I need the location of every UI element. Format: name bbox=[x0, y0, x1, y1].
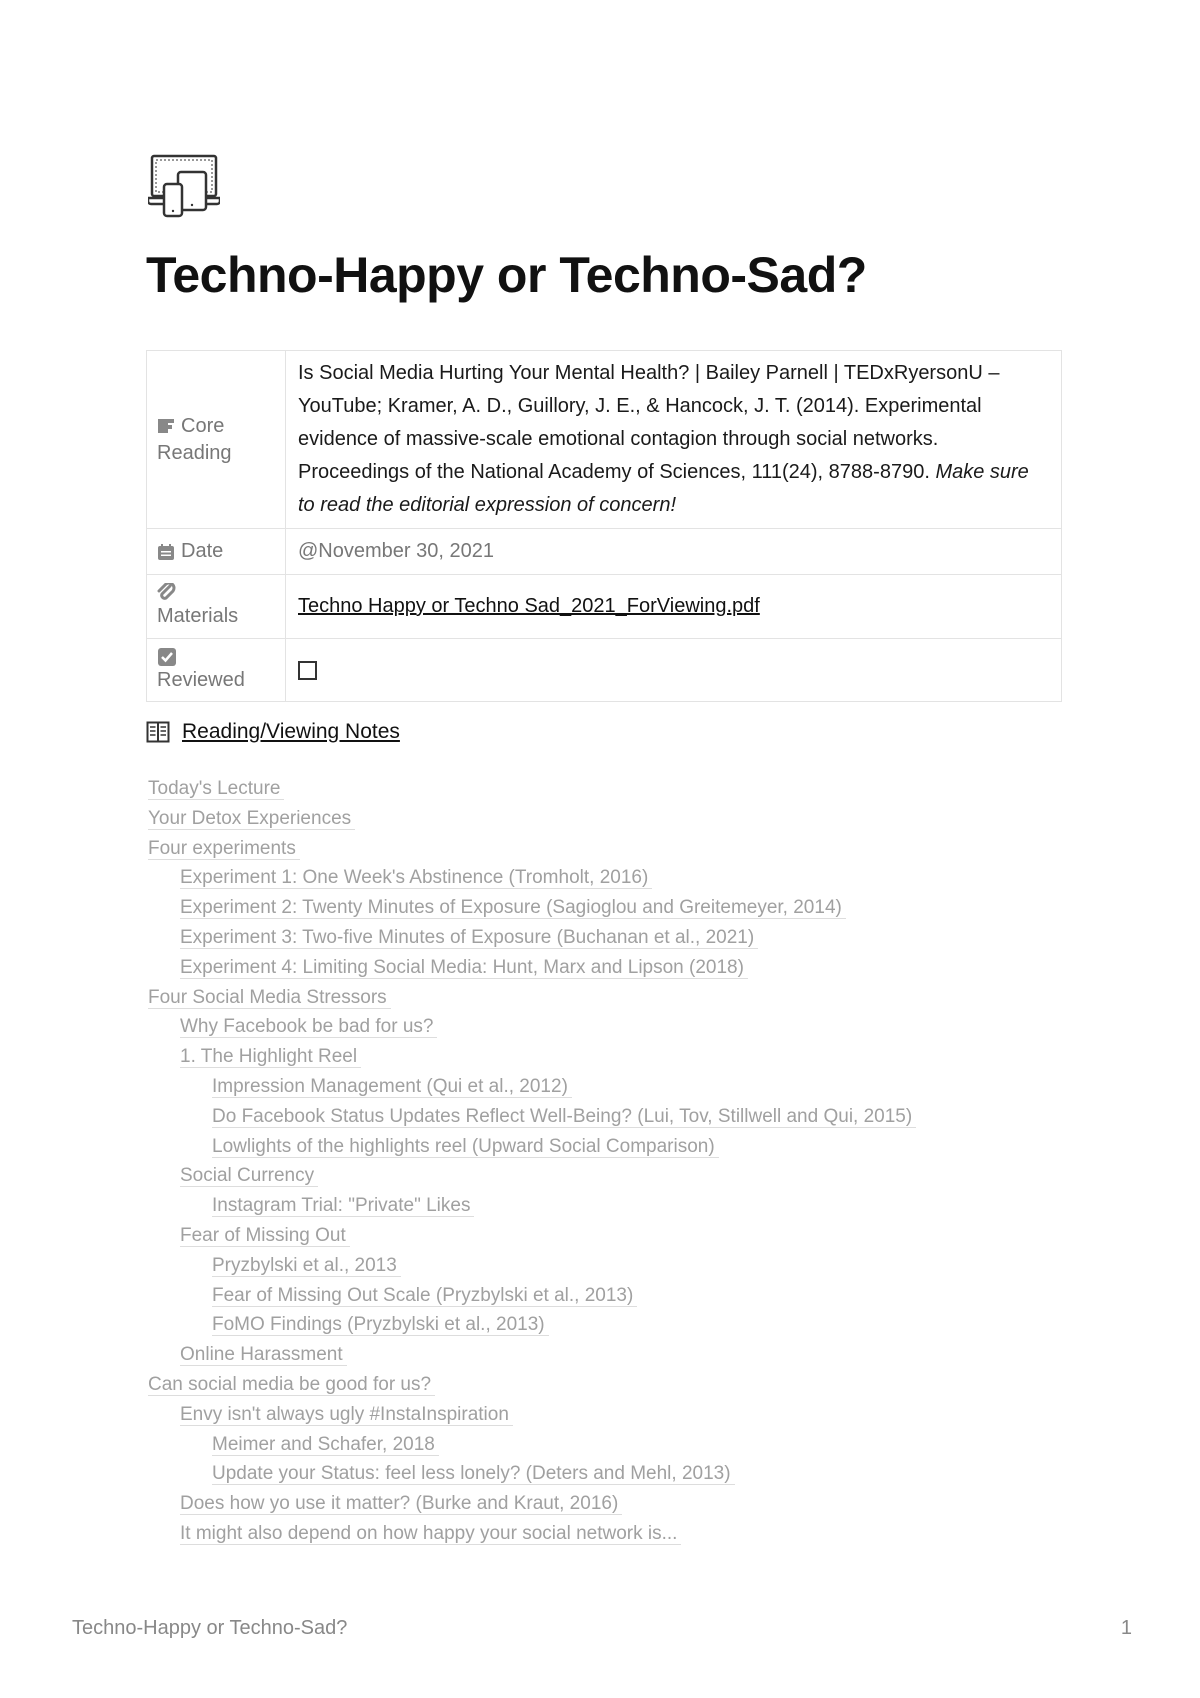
toc-item[interactable]: Envy isn't always ugly #InstaInspiration bbox=[148, 1402, 916, 1432]
property-row-materials bbox=[147, 575, 1062, 639]
toc-item[interactable]: Lowlights of the highlights reel (Upward Social Comparison) bbox=[148, 1134, 916, 1164]
page-title: Techno-Happy or Techno-Sad? bbox=[146, 247, 867, 303]
toc-item[interactable]: Experiment 4: Limiting Social Media: Hunt, Marx and Lipson (2018) bbox=[148, 955, 916, 985]
devices-icon bbox=[148, 154, 220, 218]
property-value-materials bbox=[286, 575, 1062, 639]
toc-item[interactable]: Why Facebook be bad for us? bbox=[148, 1014, 916, 1044]
toc-item[interactable]: 1. The Highlight Reel bbox=[148, 1044, 916, 1074]
reading-notes-link[interactable] bbox=[146, 720, 400, 744]
toc-item[interactable]: Update your Status: feel less lonely? (Deters and Mehl, 2013) bbox=[148, 1461, 916, 1491]
table-of-contents bbox=[148, 776, 916, 1551]
toc-item[interactable]: Pryzbylski et al., 2013 bbox=[148, 1253, 916, 1283]
toc-item[interactable]: Impression Management (Qui et al., 2012) bbox=[148, 1074, 916, 1104]
footer-title: Techno-Happy or Techno-Sad? bbox=[72, 1617, 348, 1639]
text-icon bbox=[157, 417, 175, 435]
property-row-date bbox=[147, 529, 1062, 575]
property-key-core-reading bbox=[147, 351, 286, 529]
toc-item[interactable]: Social Currency bbox=[148, 1163, 916, 1193]
materials-file-link[interactable]: Techno Happy or Techno Sad_2021_ForViewing.pdf bbox=[298, 595, 760, 617]
book-icon bbox=[146, 721, 170, 743]
toc-item[interactable]: Experiment 3: Two-five Minutes of Exposure (Buchanan et al., 2021) bbox=[148, 925, 916, 955]
toc-item[interactable]: Does how yo use it matter? (Burke and Kraut, 2016) bbox=[148, 1491, 916, 1521]
reviewed-checkbox[interactable] bbox=[298, 661, 317, 680]
toc-item[interactable]: Do Facebook Status Updates Reflect Well-Being? (Lui, Tov, Stillwell and Qui, 2015) bbox=[148, 1104, 916, 1134]
paperclip-icon bbox=[157, 583, 177, 603]
toc-item[interactable]: Meimer and Schafer, 2018 bbox=[148, 1432, 916, 1462]
property-row-core-reading bbox=[147, 351, 1062, 529]
calendar-icon bbox=[157, 543, 175, 561]
property-label: Date bbox=[181, 540, 224, 562]
toc-item[interactable]: Experiment 2: Twenty Minutes of Exposure (Sagioglou and Greitemeyer, 2014) bbox=[148, 895, 916, 925]
toc-item[interactable]: Instagram Trial: "Private" Likes bbox=[148, 1193, 916, 1223]
toc-item[interactable]: FoMO Findings (Pryzbylski et al., 2013) bbox=[148, 1312, 916, 1342]
property-label: Materials bbox=[157, 605, 239, 627]
core-reading-emphasis: Make sure to read the editorial expression of concern! bbox=[298, 461, 1029, 516]
date-value: @November 30, 2021 bbox=[298, 540, 494, 562]
toc-item[interactable]: Online Harassment bbox=[148, 1342, 916, 1372]
toc-item[interactable]: Fear of Missing Out bbox=[148, 1223, 916, 1253]
toc-item[interactable]: Four experiments bbox=[148, 836, 916, 866]
toc-item[interactable]: Fear of Missing Out Scale (Pryzbylski et al., 2013) bbox=[148, 1283, 916, 1313]
core-reading-text: Is Social Media Hurting Your Mental Health? | Bailey Parnell | TEDxRyersonU – YouTube; Kramer, A. D., Guillory, J. E., & Hancock, J. T. (2014). Experimental evidence of massive-scale emotional contagion through social networks. Proceedings of the National Academy of Sciences, 111(24), 8788-8790. bbox=[298, 362, 1000, 483]
toc-item[interactable]: Your Detox Experiences bbox=[148, 806, 916, 836]
toc-item[interactable]: Can social media be good for us? bbox=[148, 1372, 916, 1402]
toc-item[interactable]: Today's Lecture bbox=[148, 776, 916, 806]
property-value-core-reading[interactable] bbox=[286, 351, 1062, 529]
property-key-reviewed bbox=[147, 639, 286, 702]
toc-item[interactable]: Experiment 1: One Week's Abstinence (Tromholt, 2016) bbox=[148, 865, 916, 895]
toc-item[interactable]: It might also depend on how happy your social network is... bbox=[148, 1521, 916, 1551]
checkbox-icon bbox=[157, 647, 177, 667]
property-key-materials bbox=[147, 575, 286, 639]
toc-item[interactable]: Four Social Media Stressors bbox=[148, 985, 916, 1015]
properties-table bbox=[146, 350, 1062, 702]
property-key-date bbox=[147, 529, 286, 575]
property-row-reviewed bbox=[147, 639, 1062, 702]
footer-page-number: 1 bbox=[1120, 1617, 1132, 1639]
property-label: Core Reading bbox=[157, 414, 232, 464]
property-value-date[interactable] bbox=[286, 529, 1062, 575]
reading-notes-label: Reading/Viewing Notes bbox=[182, 720, 400, 743]
property-value-reviewed bbox=[286, 639, 1062, 702]
property-label: Reviewed bbox=[157, 668, 245, 691]
